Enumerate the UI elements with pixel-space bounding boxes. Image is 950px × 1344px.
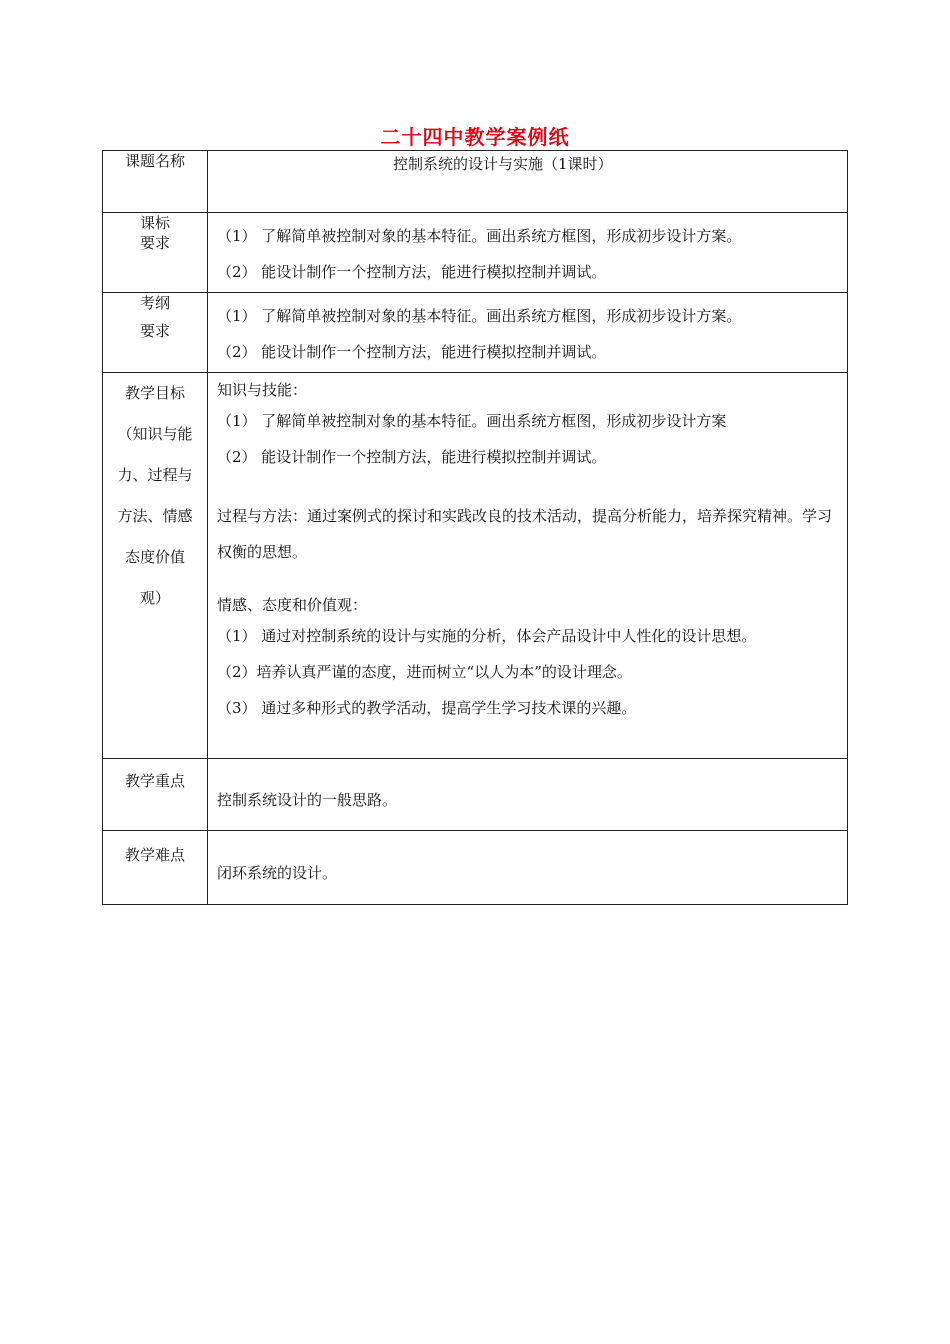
teaching-focus-label: 教学重点 <box>103 759 208 831</box>
list-item: （1） 了解简单被控制对象的基本特征。画出系统方框图，形成初步设计方案。 <box>217 307 742 325</box>
teaching-goals-label: 教学目标 （知识与能 力、过程与 方法、情感 态度价值 观） <box>103 373 208 759</box>
table-row <box>103 373 848 759</box>
list-item: （1） 了解简单被控制对象的基本特征。画出系统方框图，形成初步设计方案 <box>217 412 727 430</box>
table-row <box>103 759 848 831</box>
table-row <box>103 293 848 373</box>
list-item: （2） 能设计制作一个控制方法，能进行模拟控制并调试。 <box>217 448 607 466</box>
curriculum-standard-content <box>208 213 848 293</box>
list-item: （2）培养认真严谨的态度，进而树立“以人为本”的设计理念。 <box>217 663 632 681</box>
process-method-text: 过程与方法：通过案例式的探讨和实践改良的技术活动，提高分析能力，培养探究精神。学习权衡的思想。 <box>217 507 833 561</box>
list-item: （2） 能设计制作一个控制方法，能进行模拟控制并调试。 <box>217 343 607 361</box>
course-name-value: 控制系统的设计与实施（1课时） <box>208 151 848 213</box>
exam-outline-content <box>208 293 848 373</box>
page-title: 二十四中教学案例纸 <box>380 125 570 149</box>
course-name-label: 课题名称 <box>103 151 208 213</box>
teaching-difficulty-label: 教学难点 <box>103 831 208 905</box>
list-item: （2） 能设计制作一个控制方法，能进行模拟控制并调试。 <box>217 263 607 281</box>
list-item: （3） 通过多种形式的教学活动，提高学生学习技术课的兴趣。 <box>217 699 637 717</box>
emotion-heading: 情感、态度和价值观： <box>217 596 368 614</box>
lesson-plan-table <box>102 150 848 905</box>
list-item: （1） 了解简单被控制对象的基本特征。画出系统方框图，形成初步设计方案。 <box>217 227 742 245</box>
teaching-difficulty-value: 闭环系统的设计。 <box>208 831 848 905</box>
teaching-goals-content <box>208 373 848 759</box>
list-item: （1） 通过对控制系统的设计与实施的分析，体会产品设计中人性化的设计思想。 <box>217 627 757 645</box>
exam-outline-label: 考纲 要求 <box>103 293 208 373</box>
table-row <box>103 831 848 905</box>
table-row <box>103 151 848 213</box>
teaching-focus-value: 控制系统设计的一般思路。 <box>208 759 848 831</box>
curriculum-standard-label: 课标 要求 <box>103 213 208 293</box>
knowledge-heading: 知识与技能： <box>217 381 308 399</box>
table-row <box>103 213 848 293</box>
